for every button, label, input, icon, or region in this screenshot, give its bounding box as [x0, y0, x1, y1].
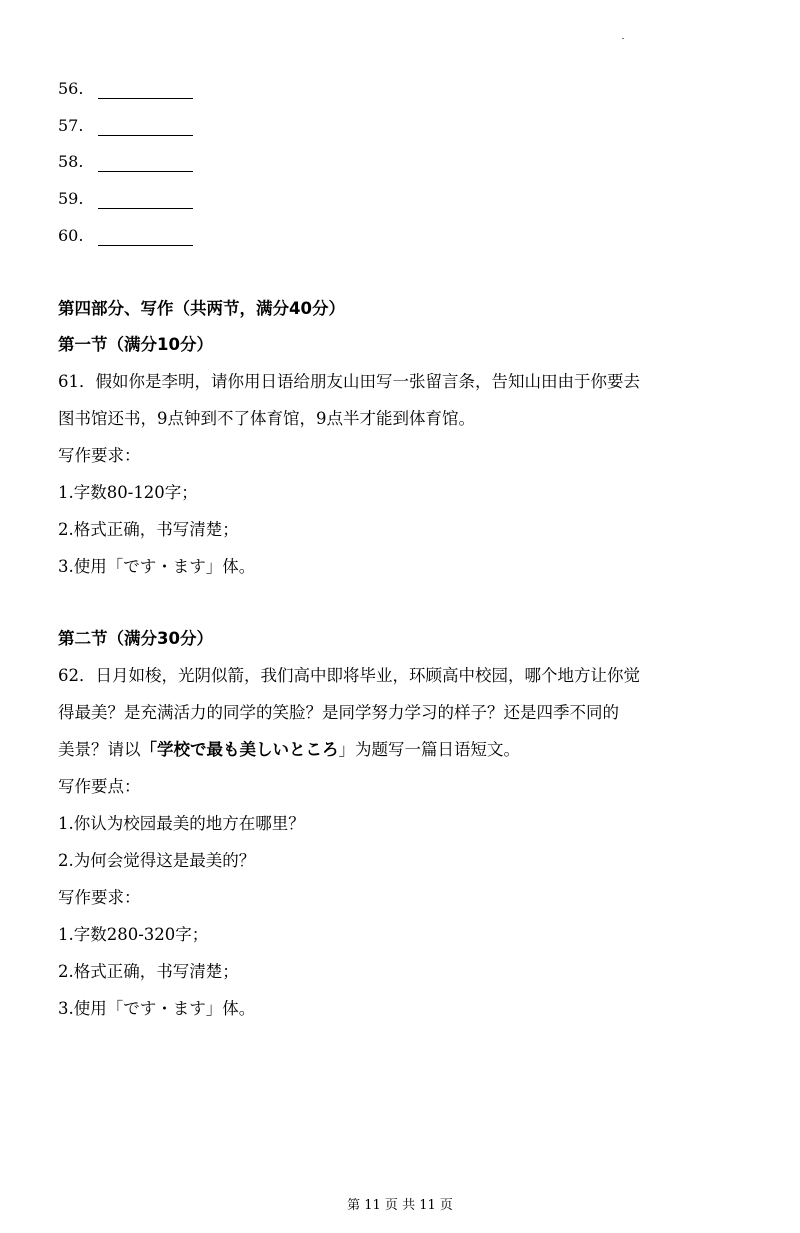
section-title: 第四部分、写作（共两节，满分40分） — [58, 299, 345, 318]
part2-requirements-title: 写作要求： — [58, 888, 141, 907]
part1-requirement-2: 2.格式正确，书写清楚； — [58, 520, 239, 539]
scan-speck — [622, 38, 624, 39]
question-62-line1: 62．日月如梭，光阴似箭，我们高中即将毕业，环顾高中校园，哪个地方让你觉 — [58, 666, 640, 685]
answer-number: 57. — [58, 116, 84, 135]
question-61-line2: 图书馆还书，9点钟到不了体育馆，9点半才能到体育馆。 — [58, 409, 475, 428]
part2-requirement-1: 1.字数280-320字； — [58, 925, 209, 944]
question-62-line3 — [58, 739, 520, 761]
question-62-line2: 得最美？是充满活力的同学的笑脸？是同学努力学习的样子？还是四季不同的 — [58, 703, 619, 722]
question-62-line3-prefix: 美景？请以 — [58, 740, 141, 759]
answer-number: 56. — [58, 79, 84, 98]
answer-blank-56 — [58, 79, 193, 99]
answer-underline — [98, 231, 193, 246]
answer-underline — [98, 157, 193, 172]
question-61-line1: 61．假如你是李明，请你用日语给朋友山田写一张留言条，告知山田由于你要去 — [58, 372, 640, 391]
answer-underline — [98, 194, 193, 209]
part2-requirement-2: 2.格式正确，书写清楚； — [58, 962, 239, 981]
answer-blank-57 — [58, 116, 193, 136]
answer-number: 58. — [58, 152, 84, 171]
part2-points-title: 写作要点： — [58, 777, 141, 796]
part2-point-1: 1.你认为校园最美的地方在哪里？ — [58, 814, 305, 833]
question-62-line3-suffix: 」为题写一篇日语短文。 — [338, 740, 520, 759]
answer-blank-59 — [58, 189, 193, 209]
part2-requirement-3: 3.使用「です・ます」体。 — [58, 999, 256, 1018]
page-footer: 第 11 页 共 11 页 — [347, 1198, 453, 1213]
part1-requirement-1: 1.字数80-120字； — [58, 483, 198, 502]
answer-blank-60 — [58, 226, 193, 246]
part1-requirement-3: 3.使用「です・ます」体。 — [58, 557, 256, 576]
answer-blank-58 — [58, 152, 193, 172]
part2-point-2: 2.为何会觉得这是最美的？ — [58, 851, 256, 870]
part1-requirements-title: 写作要求： — [58, 446, 141, 465]
answer-number: 60. — [58, 226, 84, 245]
part1-title: 第一节（满分10分） — [58, 335, 213, 354]
part2-title: 第二节（满分30分） — [58, 629, 213, 648]
essay-topic: 「学校で最も美しいところ — [140, 740, 339, 759]
answer-underline — [98, 121, 193, 136]
answer-number: 59. — [58, 189, 84, 208]
answer-underline — [98, 84, 193, 99]
